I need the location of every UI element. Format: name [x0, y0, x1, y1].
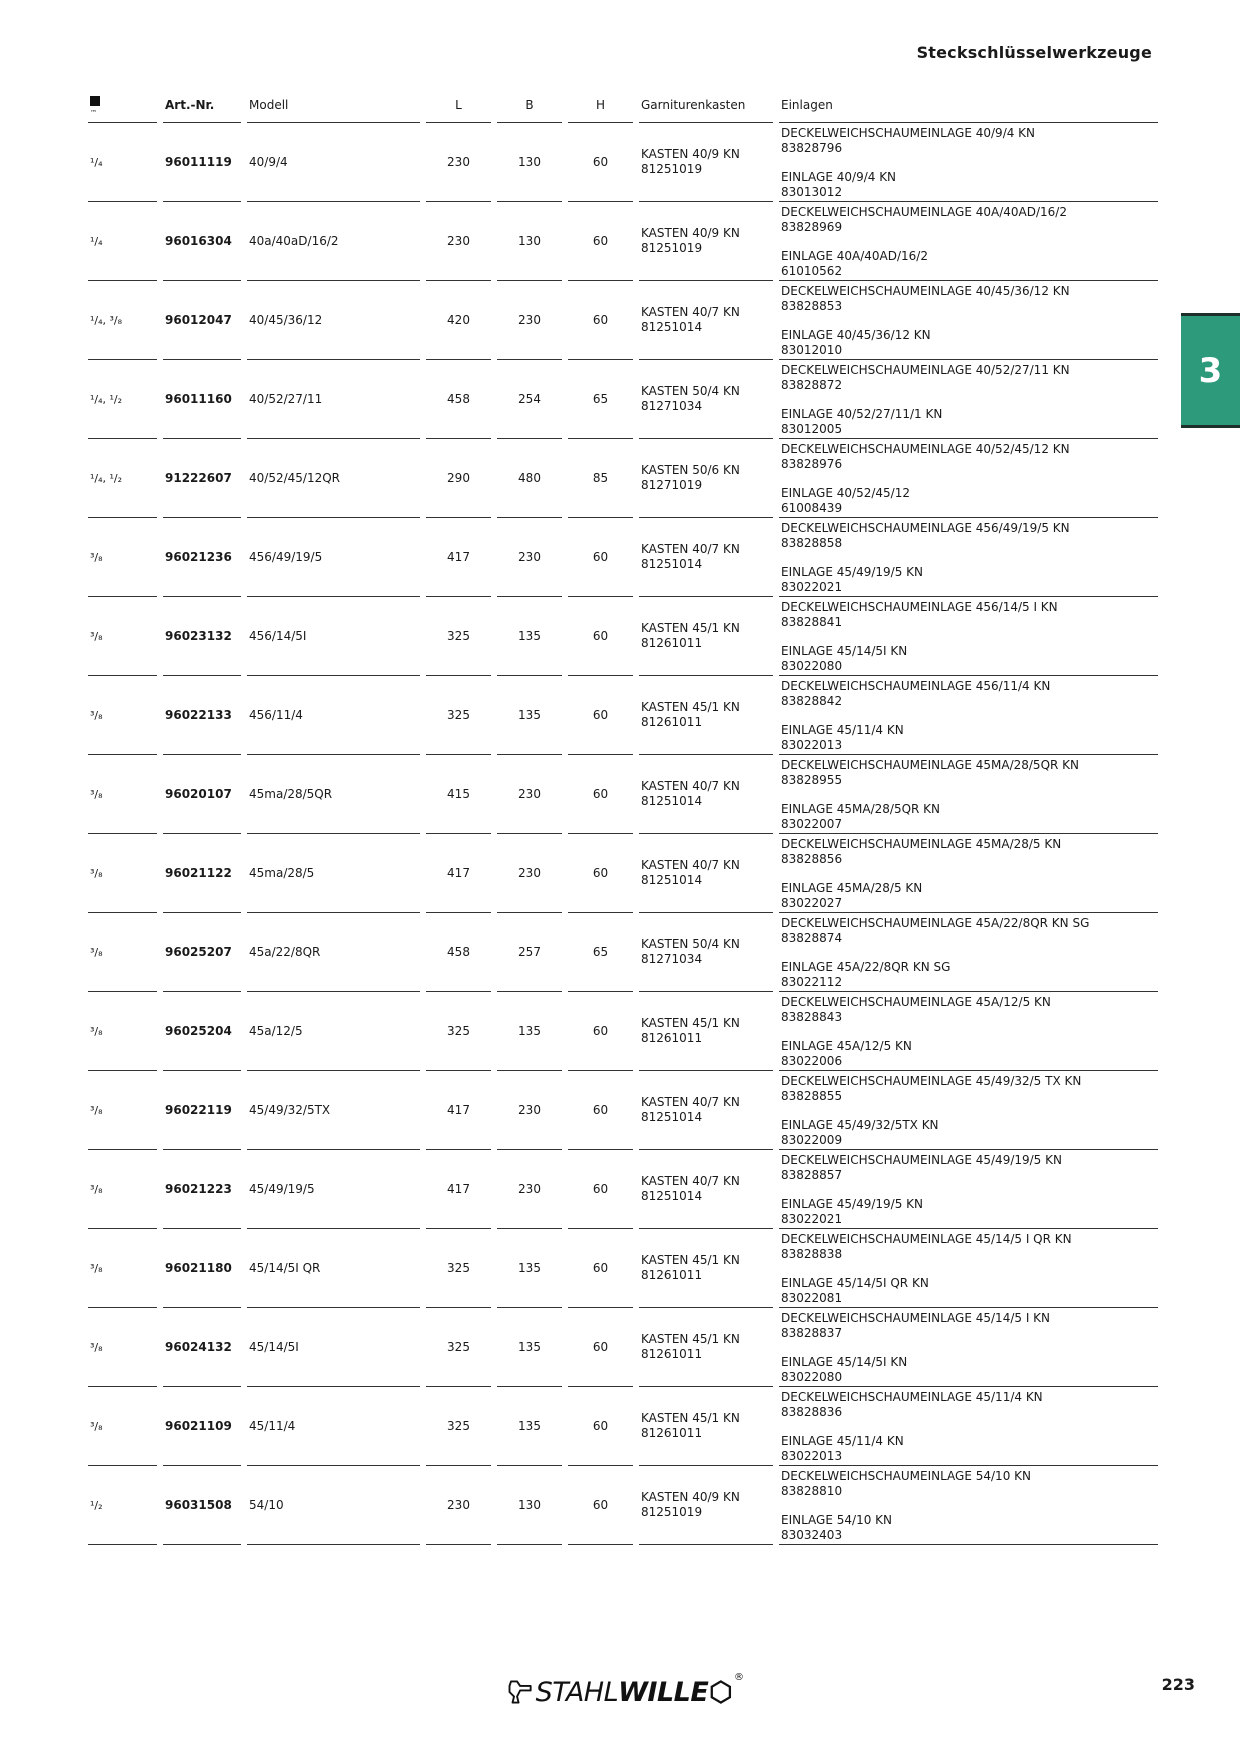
drive-size-cell: ³/₈	[88, 676, 157, 755]
einlagen-cell	[779, 1071, 1158, 1150]
insert-number: 83022009	[781, 1133, 843, 1147]
art-nr-cell: 91222607	[163, 439, 241, 518]
kasten-cell	[639, 439, 773, 518]
height-cell: 60	[568, 1229, 633, 1308]
width-cell: 135	[497, 1229, 562, 1308]
width-cell: 130	[497, 1466, 562, 1545]
kasten-cell	[639, 281, 773, 360]
insert-number: 83022027	[781, 896, 843, 910]
modell-cell: 456/11/4	[247, 676, 420, 755]
art-nr-cell: 96012047	[163, 281, 241, 360]
lid-insert-number: 83828841	[781, 615, 843, 629]
kasten-header: Garniturenkasten	[639, 88, 773, 123]
width-cell: 257	[497, 913, 562, 992]
lid-insert-number: 83828969	[781, 220, 843, 234]
kasten-number: 81271034	[641, 399, 703, 413]
kasten-number: 81261011	[641, 1426, 703, 1440]
kasten-number: 81251014	[641, 1189, 703, 1203]
length-cell: 417	[426, 1071, 491, 1150]
height-cell: 60	[568, 1308, 633, 1387]
kasten-name: KASTEN 40/7 KN	[641, 1095, 740, 1109]
page-title: Steckschlüsselwerkzeuge	[916, 43, 1152, 62]
einlagen-cell	[779, 1308, 1158, 1387]
insert-name: EINLAGE 45/14/5I KN	[781, 644, 908, 658]
table-row	[88, 755, 1158, 834]
kasten-number: 81251019	[641, 1505, 703, 1519]
table-row	[88, 676, 1158, 755]
drive-size-cell: ¹/₄	[88, 202, 157, 281]
insert-number: 83032403	[781, 1528, 843, 1542]
kasten-cell	[639, 992, 773, 1071]
length-cell: 230	[426, 202, 491, 281]
width-cell: 230	[497, 518, 562, 597]
table-row	[88, 1466, 1158, 1545]
art-nr-cell: 96011160	[163, 360, 241, 439]
table-row	[88, 992, 1158, 1071]
modell-cell: 456/49/19/5	[247, 518, 420, 597]
drive-size-cell: ³/₈	[88, 1071, 157, 1150]
kasten-cell	[639, 676, 773, 755]
lid-insert-number: 83828838	[781, 1247, 843, 1261]
modell-cell: 40/45/36/12	[247, 281, 420, 360]
length-cell: 325	[426, 1308, 491, 1387]
length-cell: 325	[426, 676, 491, 755]
lid-insert-name: DECKELWEICHSCHAUMEINLAGE 45A/22/8QR KN SG	[781, 916, 1090, 930]
kasten-cell	[639, 755, 773, 834]
lid-insert-name: DECKELWEICHSCHAUMEINLAGE 45/11/4 KN	[781, 1390, 1043, 1404]
table-row	[88, 1308, 1158, 1387]
kasten-cell	[639, 597, 773, 676]
art-nr-cell: 96021236	[163, 518, 241, 597]
kasten-number: 81261011	[641, 636, 703, 650]
modell-header: Modell	[247, 88, 420, 123]
lid-insert-name: DECKELWEICHSCHAUMEINLAGE 456/11/4 KN	[781, 679, 1051, 693]
table-row	[88, 913, 1158, 992]
kasten-number: 81271034	[641, 952, 703, 966]
kasten-name: KASTEN 40/9 KN	[641, 226, 740, 240]
insert-name: EINLAGE 45A/12/5 KN	[781, 1039, 912, 1053]
width-header: B	[497, 88, 562, 123]
lid-insert-name: DECKELWEICHSCHAUMEINLAGE 45/14/5 I QR KN	[781, 1232, 1072, 1246]
height-cell: 60	[568, 755, 633, 834]
kasten-number: 81251014	[641, 320, 703, 334]
drive-size-cell: ³/₈	[88, 755, 157, 834]
einlagen-cell	[779, 1387, 1158, 1466]
height-cell: 60	[568, 1466, 633, 1545]
insert-number: 61010562	[781, 264, 843, 278]
lid-insert-number: 83828874	[781, 931, 843, 945]
insert-name: EINLAGE 45/14/5I QR KN	[781, 1276, 929, 1290]
table-row	[88, 360, 1158, 439]
table-row	[88, 1071, 1158, 1150]
drive-size-cell: ³/₈	[88, 1150, 157, 1229]
drive-header	[88, 88, 157, 123]
modell-cell: 40/52/45/12QR	[247, 439, 420, 518]
modell-cell: 45/49/19/5	[247, 1150, 420, 1229]
lid-insert-name: DECKELWEICHSCHAUMEINLAGE 45A/12/5 KN	[781, 995, 1051, 1009]
height-cell: 65	[568, 913, 633, 992]
einlagen-cell	[779, 597, 1158, 676]
insert-number: 83022080	[781, 659, 843, 673]
length-cell: 325	[426, 1229, 491, 1308]
modell-cell: 40a/40aD/16/2	[247, 202, 420, 281]
drive-size-cell: ¹/₄, ¹/₂	[88, 439, 157, 518]
kasten-name: KASTEN 40/9 KN	[641, 1490, 740, 1504]
kasten-cell	[639, 834, 773, 913]
table-row	[88, 518, 1158, 597]
drive-header-mark: ™	[90, 108, 97, 117]
length-cell: 458	[426, 913, 491, 992]
insert-name: EINLAGE 40/9/4 KN	[781, 170, 897, 184]
kasten-name: KASTEN 45/1 KN	[641, 700, 740, 714]
kasten-cell	[639, 123, 773, 202]
lid-insert-name: DECKELWEICHSCHAUMEINLAGE 45/14/5 I KN	[781, 1311, 1051, 1325]
kasten-number: 81251014	[641, 794, 703, 808]
insert-name: EINLAGE 45/49/19/5 KN	[781, 1197, 923, 1211]
insert-number: 83022021	[781, 580, 843, 594]
lid-insert-name: DECKELWEICHSCHAUMEINLAGE 45MA/28/5QR KN	[781, 758, 1080, 772]
table-row	[88, 439, 1158, 518]
lid-insert-name: DECKELWEICHSCHAUMEINLAGE 54/10 KN	[781, 1469, 1031, 1483]
length-cell: 417	[426, 834, 491, 913]
lid-insert-name: DECKELWEICHSCHAUMEINLAGE 40/52/27/11 KN	[781, 363, 1070, 377]
kasten-number: 81251014	[641, 1110, 703, 1124]
insert-name: EINLAGE 45MA/28/5 KN	[781, 881, 923, 895]
height-cell: 60	[568, 834, 633, 913]
insert-number: 83013012	[781, 185, 843, 199]
einlagen-cell	[779, 913, 1158, 992]
table-row	[88, 1229, 1158, 1308]
length-cell: 325	[426, 1387, 491, 1466]
wrench-logo-icon	[508, 1672, 534, 1712]
einlagen-cell	[779, 518, 1158, 597]
lid-insert-number: 83828857	[781, 1168, 843, 1182]
art-nr-cell: 96021122	[163, 834, 241, 913]
length-cell: 290	[426, 439, 491, 518]
kasten-name: KASTEN 45/1 KN	[641, 1332, 740, 1346]
length-cell: 417	[426, 518, 491, 597]
art-nr-cell: 96021109	[163, 1387, 241, 1466]
insert-name: EINLAGE 45/49/19/5 KN	[781, 565, 923, 579]
kasten-cell	[639, 1308, 773, 1387]
kasten-cell	[639, 202, 773, 281]
table-row	[88, 1387, 1158, 1466]
insert-number: 83022007	[781, 817, 843, 831]
insert-name: EINLAGE 40/45/36/12 KN	[781, 328, 931, 342]
lid-insert-name: DECKELWEICHSCHAUMEINLAGE 40/52/45/12 KN	[781, 442, 1070, 456]
kasten-name: KASTEN 50/4 KN	[641, 937, 740, 951]
lid-insert-name: DECKELWEICHSCHAUMEINLAGE 456/14/5 I KN	[781, 600, 1058, 614]
art-nr-cell: 96022119	[163, 1071, 241, 1150]
kasten-cell	[639, 1229, 773, 1308]
height-header: H	[568, 88, 633, 123]
length-cell: 230	[426, 1466, 491, 1545]
height-cell: 65	[568, 360, 633, 439]
length-cell: 325	[426, 992, 491, 1071]
lid-insert-number: 83828853	[781, 299, 843, 313]
length-cell: 325	[426, 597, 491, 676]
table-row	[88, 597, 1158, 676]
height-cell: 60	[568, 1387, 633, 1466]
width-cell: 135	[497, 992, 562, 1071]
width-cell: 230	[497, 1071, 562, 1150]
modell-cell: 40/52/27/11	[247, 360, 420, 439]
lid-insert-name: DECKELWEICHSCHAUMEINLAGE 40A/40AD/16/2	[781, 205, 1067, 219]
lid-insert-name: DECKELWEICHSCHAUMEINLAGE 40/45/36/12 KN	[781, 284, 1070, 298]
kasten-cell	[639, 1387, 773, 1466]
width-cell: 135	[497, 676, 562, 755]
kasten-name: KASTEN 50/6 KN	[641, 463, 740, 477]
lid-insert-number: 83828855	[781, 1089, 843, 1103]
kasten-cell	[639, 1466, 773, 1545]
kasten-number: 81261011	[641, 1031, 703, 1045]
product-table	[82, 88, 1164, 1545]
modell-cell: 45/14/5I	[247, 1308, 420, 1387]
table-header	[88, 88, 1158, 123]
length-cell: 417	[426, 1150, 491, 1229]
kasten-number: 81261011	[641, 1268, 703, 1282]
kasten-name: KASTEN 40/7 KN	[641, 305, 740, 319]
einlagen-cell	[779, 281, 1158, 360]
drive-size-cell: ¹/₄, ¹/₂	[88, 360, 157, 439]
einlagen-cell	[779, 1150, 1158, 1229]
insert-number: 83022080	[781, 1370, 843, 1384]
modell-cell: 456/14/5I	[247, 597, 420, 676]
insert-number: 83012005	[781, 422, 843, 436]
insert-name: EINLAGE 45/11/4 KN	[781, 723, 904, 737]
length-cell: 420	[426, 281, 491, 360]
height-cell: 60	[568, 676, 633, 755]
insert-number: 83022006	[781, 1054, 843, 1068]
length-cell: 230	[426, 123, 491, 202]
einlagen-cell	[779, 676, 1158, 755]
drive-size-cell: ¹/₄	[88, 123, 157, 202]
art-nr-cell: 96016304	[163, 202, 241, 281]
lid-insert-name: DECKELWEICHSCHAUMEINLAGE 45MA/28/5 KN	[781, 837, 1062, 851]
art-nr-header: Art.-Nr.	[163, 88, 241, 123]
modell-cell: 40/9/4	[247, 123, 420, 202]
width-cell: 230	[497, 834, 562, 913]
lid-insert-number: 83828836	[781, 1405, 843, 1419]
kasten-name: KASTEN 40/9 KN	[641, 147, 740, 161]
art-nr-cell: 96021223	[163, 1150, 241, 1229]
insert-number: 83022013	[781, 1449, 843, 1463]
length-cell: 415	[426, 755, 491, 834]
lid-insert-number: 83828856	[781, 852, 843, 866]
kasten-name: KASTEN 40/7 KN	[641, 779, 740, 793]
art-nr-cell: 96022133	[163, 676, 241, 755]
height-cell: 60	[568, 1150, 633, 1229]
art-nr-cell: 96025207	[163, 913, 241, 992]
art-nr-cell: 96020107	[163, 755, 241, 834]
table-row	[88, 1150, 1158, 1229]
kasten-number: 81251014	[641, 557, 703, 571]
height-cell: 60	[568, 518, 633, 597]
lid-insert-name: DECKELWEICHSCHAUMEINLAGE 45/49/19/5 KN	[781, 1153, 1062, 1167]
insert-number: 83012010	[781, 343, 843, 357]
table-row	[88, 123, 1158, 202]
einlagen-cell	[779, 992, 1158, 1071]
kasten-name: KASTEN 40/7 KN	[641, 858, 740, 872]
art-nr-cell: 96023132	[163, 597, 241, 676]
lid-insert-number: 83828858	[781, 536, 843, 550]
height-cell: 85	[568, 439, 633, 518]
insert-name: EINLAGE 45/11/4 KN	[781, 1434, 904, 1448]
lid-insert-number: 83828842	[781, 694, 843, 708]
logo-text-bold: WILLE	[618, 1676, 709, 1708]
kasten-cell	[639, 913, 773, 992]
logo-wordmark	[536, 1677, 709, 1708]
drive-size-cell: ³/₈	[88, 1387, 157, 1466]
art-nr-cell: 96025204	[163, 992, 241, 1071]
width-cell: 230	[497, 281, 562, 360]
kasten-number: 81251019	[641, 241, 703, 255]
kasten-cell	[639, 518, 773, 597]
kasten-name: KASTEN 40/7 KN	[641, 542, 740, 556]
kasten-name: KASTEN 45/1 KN	[641, 1016, 740, 1030]
einlagen-cell	[779, 360, 1158, 439]
height-cell: 60	[568, 1071, 633, 1150]
art-nr-cell: 96011119	[163, 123, 241, 202]
insert-number: 61008439	[781, 501, 843, 515]
modell-cell: 45/49/32/5TX	[247, 1071, 420, 1150]
einlagen-header: Einlagen	[779, 88, 1158, 123]
width-cell: 135	[497, 1387, 562, 1466]
lid-insert-number: 83828872	[781, 378, 843, 392]
insert-number: 83022081	[781, 1291, 843, 1305]
insert-name: EINLAGE 40/52/45/12	[781, 486, 910, 500]
einlagen-cell	[779, 834, 1158, 913]
kasten-cell	[639, 360, 773, 439]
lid-insert-name: DECKELWEICHSCHAUMEINLAGE 456/49/19/5 KN	[781, 521, 1070, 535]
kasten-cell	[639, 1071, 773, 1150]
insert-name: EINLAGE 45A/22/8QR KN SG	[781, 960, 951, 974]
kasten-name: KASTEN 50/4 KN	[641, 384, 740, 398]
lid-insert-number: 83828796	[781, 141, 843, 155]
length-header: L	[426, 88, 491, 123]
modell-cell: 45/14/5I QR	[247, 1229, 420, 1308]
modell-cell: 45ma/28/5QR	[247, 755, 420, 834]
einlagen-cell	[779, 1229, 1158, 1308]
drive-size-cell: ¹/₄, ³/₈	[88, 281, 157, 360]
logo-text-light: STAHL	[535, 1676, 619, 1708]
lid-insert-name: DECKELWEICHSCHAUMEINLAGE 40/9/4 KN	[781, 126, 1036, 140]
lid-insert-number: 83828955	[781, 773, 843, 787]
table-row	[88, 834, 1158, 913]
modell-cell: 54/10	[247, 1466, 420, 1545]
table-row	[88, 281, 1158, 360]
drive-size-cell: ³/₈	[88, 992, 157, 1071]
table-row	[88, 202, 1158, 281]
insert-name: EINLAGE 45MA/28/5QR KN	[781, 802, 941, 816]
drive-size-cell: ³/₈	[88, 913, 157, 992]
length-cell: 458	[426, 360, 491, 439]
modell-cell: 45a/12/5	[247, 992, 420, 1071]
width-cell: 254	[497, 360, 562, 439]
einlagen-cell	[779, 439, 1158, 518]
modell-cell: 45/11/4	[247, 1387, 420, 1466]
hex-socket-logo-icon	[708, 1674, 734, 1710]
square-drive-icon	[90, 96, 100, 106]
modell-cell: 45ma/28/5	[247, 834, 420, 913]
insert-number: 83022112	[781, 975, 843, 989]
einlagen-cell	[779, 202, 1158, 281]
drive-size-cell: ³/₈	[88, 518, 157, 597]
chapter-number: 3	[1198, 350, 1223, 391]
insert-name: EINLAGE 54/10 KN	[781, 1513, 892, 1527]
height-cell: 60	[568, 202, 633, 281]
height-cell: 60	[568, 281, 633, 360]
einlagen-cell	[779, 1466, 1158, 1545]
lid-insert-number: 83828976	[781, 457, 843, 471]
page-number: 223	[1161, 1675, 1195, 1694]
lid-insert-number: 83828843	[781, 1010, 843, 1024]
drive-size-cell: ³/₈	[88, 1229, 157, 1308]
height-cell: 60	[568, 123, 633, 202]
insert-name: EINLAGE 45/14/5I KN	[781, 1355, 908, 1369]
insert-name: EINLAGE 40A/40AD/16/2	[781, 249, 928, 263]
lid-insert-name: DECKELWEICHSCHAUMEINLAGE 45/49/32/5 TX KN	[781, 1074, 1082, 1088]
kasten-number: 81271019	[641, 478, 703, 492]
einlagen-cell	[779, 123, 1158, 202]
height-cell: 60	[568, 597, 633, 676]
kasten-number: 81261011	[641, 715, 703, 729]
drive-size-cell: ¹/₂	[88, 1466, 157, 1545]
insert-number: 83022013	[781, 738, 843, 752]
insert-name: EINLAGE 40/52/27/11/1 KN	[781, 407, 943, 421]
kasten-name: KASTEN 40/7 KN	[641, 1174, 740, 1188]
registered-mark: ®	[734, 1672, 744, 1683]
lid-insert-number: 83828810	[781, 1484, 843, 1498]
drive-size-cell: ³/₈	[88, 597, 157, 676]
insert-name: EINLAGE 45/49/32/5TX KN	[781, 1118, 939, 1132]
table-body	[88, 123, 1158, 1545]
kasten-name: KASTEN 45/1 KN	[641, 621, 740, 635]
drive-size-cell: ³/₈	[88, 1308, 157, 1387]
width-cell: 135	[497, 597, 562, 676]
stahlwille-logo	[508, 1668, 744, 1716]
kasten-cell	[639, 1150, 773, 1229]
width-cell: 480	[497, 439, 562, 518]
kasten-name: KASTEN 45/1 KN	[641, 1253, 740, 1267]
art-nr-cell: 96024132	[163, 1308, 241, 1387]
modell-cell: 45a/22/8QR	[247, 913, 420, 992]
kasten-number: 81251014	[641, 873, 703, 887]
width-cell: 135	[497, 1308, 562, 1387]
art-nr-cell: 96021180	[163, 1229, 241, 1308]
kasten-number: 81261011	[641, 1347, 703, 1361]
height-cell: 60	[568, 992, 633, 1071]
art-nr-cell: 96031508	[163, 1466, 241, 1545]
kasten-name: KASTEN 45/1 KN	[641, 1411, 740, 1425]
insert-number: 83022021	[781, 1212, 843, 1226]
width-cell: 130	[497, 123, 562, 202]
lid-insert-number: 83828837	[781, 1326, 843, 1340]
kasten-number: 81251019	[641, 162, 703, 176]
drive-size-cell: ³/₈	[88, 834, 157, 913]
width-cell: 130	[497, 202, 562, 281]
einlagen-cell	[779, 755, 1158, 834]
chapter-tab[interactable]	[1181, 313, 1240, 428]
width-cell: 230	[497, 1150, 562, 1229]
width-cell: 230	[497, 755, 562, 834]
